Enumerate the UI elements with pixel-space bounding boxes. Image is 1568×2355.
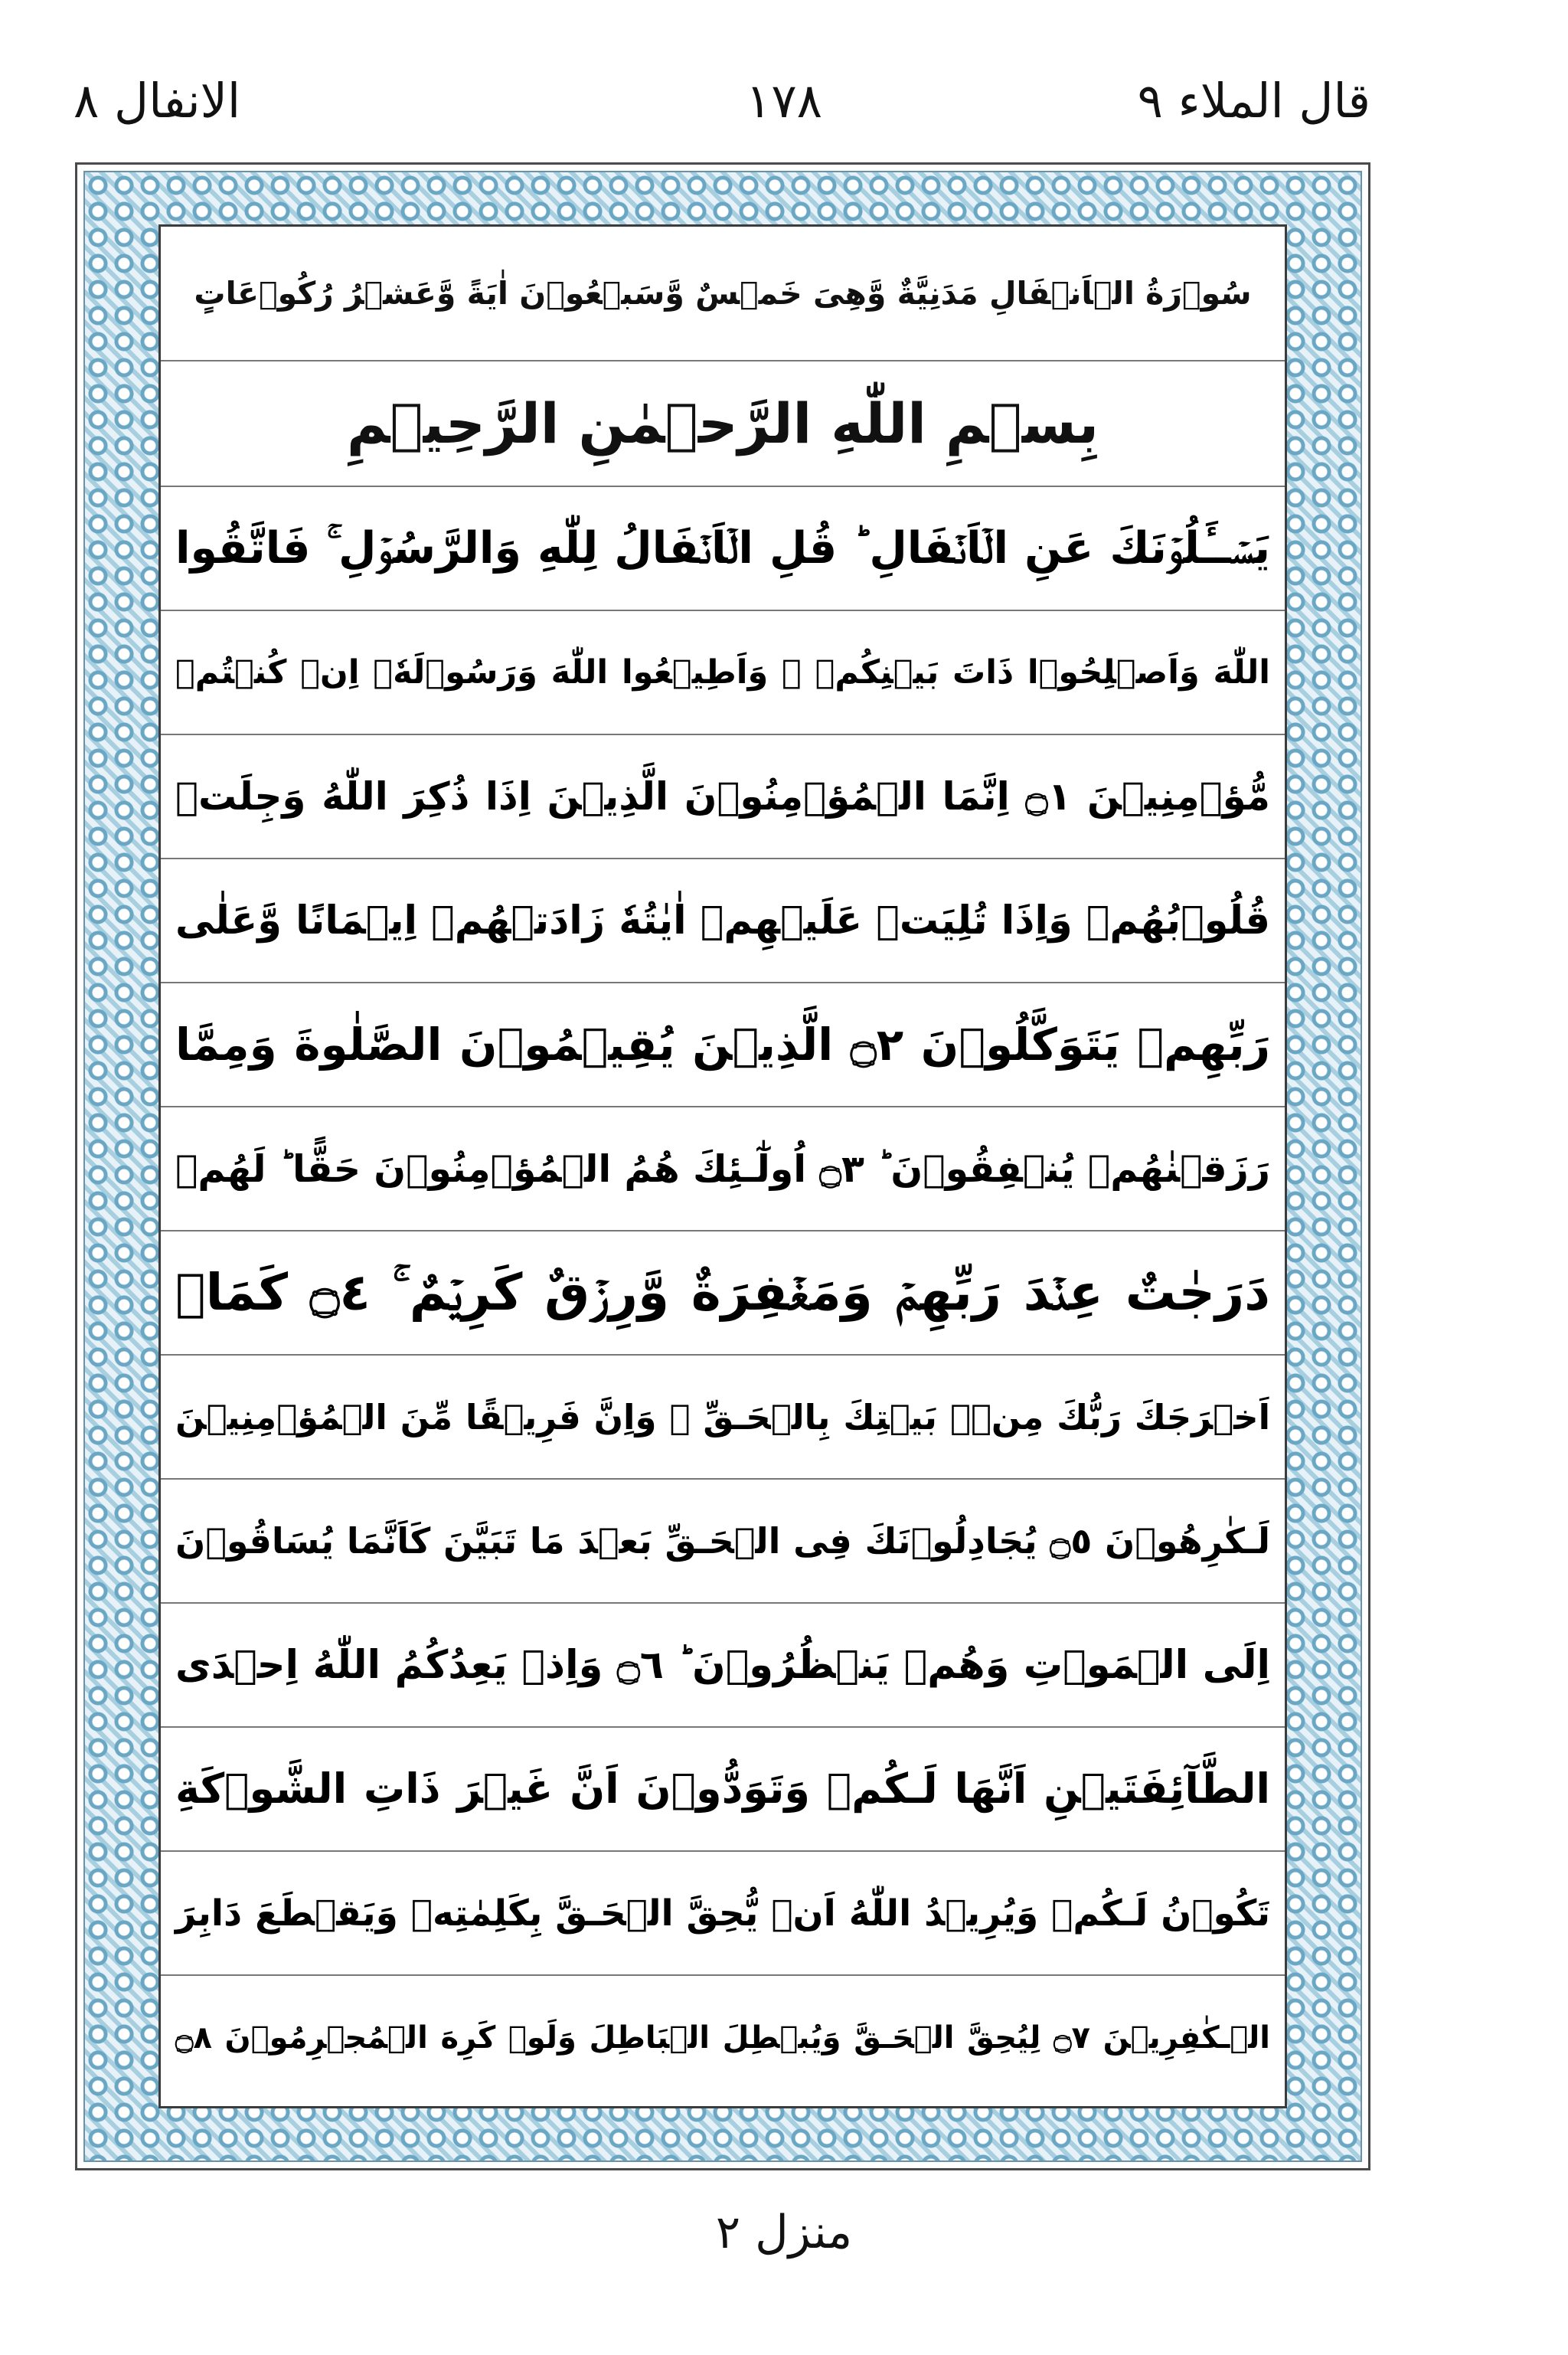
text-panel xyxy=(158,224,1287,2108)
ayah-line-text: الطَّآئِفَتَيۡنِ اَنَّهَا لَـكُمۡ وَتَوَدُّوۡنَ اَنَّ غَيۡرَ ذَاتِ الشَّوۡكَةِ xyxy=(175,1765,1270,1813)
bismillah-row xyxy=(161,361,1285,487)
ayah-line xyxy=(161,611,1285,735)
ayah-line-text: تَكُوۡنُ لَـكُمۡ وَيُرِيۡدُ اللّٰهُ اَنۡ يُّحِقَّ الۡحَـقَّ بِكَلِمٰتِهٖ وَيَقۡطَعَ دَابِرَ xyxy=(175,1892,1270,1935)
decorative-border xyxy=(83,171,1362,2162)
ayah-line-text: رَبِّهِمۡ يَتَوَكَّلُوۡنَ ۝٢ الَّذِيۡنَ يُقِيۡمُوۡنَ الصَّلٰوةَ وَمِمَّا xyxy=(175,1019,1270,1071)
ayah-line-text: اَخۡرَجَكَ رَبُّكَ مِنۡۢ بَيۡتِكَ بِالۡحَـقِّ ۖ وَاِنَّ فَرِيۡقًا مِّنَ الۡمُؤۡمِنِيۡنَ xyxy=(175,1396,1270,1438)
ayah-line xyxy=(161,1231,1285,1356)
ayah-line xyxy=(161,859,1285,983)
ayah-line xyxy=(161,487,1285,611)
ayah-line xyxy=(161,1480,1285,1604)
bismillah: بِسۡمِ اللّٰهِ الرَّحۡمٰنِ الرَّحِيۡمِ xyxy=(346,391,1099,456)
ayah-line-text: رَزَقۡنٰهُمۡ يُنۡفِقُوۡنَ ؕ ۝٣ اُولٰٓـئِكَ هُمُ الۡمُؤۡمِنُوۡنَ حَقًّا ؕ لَهُمۡ xyxy=(175,1146,1270,1191)
surah-name: الانفال ٨ xyxy=(74,73,241,129)
page-number: ١٧٨ xyxy=(746,73,822,129)
juz-name: قال الملاء ٩ xyxy=(1137,73,1370,129)
page-frame xyxy=(75,162,1370,2170)
ayah-line-text: قُلُوۡبُهُمۡ وَاِذَا تُلِيَتۡ عَلَيۡهِمۡ اٰيٰتُهٗ زَادَتۡهُمۡ اِيۡمَانًا وَّعَلٰى xyxy=(175,898,1270,944)
ayah-line xyxy=(161,735,1285,859)
manzil-footer: منزل ٢ xyxy=(715,2206,853,2259)
ayah-line-text: دَرَجٰتٌ عِنۡدَ رَبِّهِمۡ وَمَغۡفِرَةٌ وَّرِزۡقٌ كَرِيۡمٌ ۚ ۝٤ كَمَاۤ xyxy=(175,1263,1270,1322)
page-header xyxy=(0,0,1568,153)
ayah-line xyxy=(161,1356,1285,1480)
ayah-line xyxy=(161,1852,1285,1976)
ayah-line-text: يَسۡــَٔلُوۡنَكَ عَنِ الۡاَنۡفَالِ ؕ قُلِ الۡاَنۡفَالُ لِلّٰهِ وَالرَّسُوۡلِ ۚ فَاتَّقُوا xyxy=(175,522,1270,574)
ayah-line-text: اللّٰهَ وَاَصۡلِحُوۡا ذَاتَ بَيۡنِكُمۡ ۖ وَاَطِيۡعُوا اللّٰهَ وَرَسُوۡلَهٗۤ اِنۡ كُنۡتُمۡ xyxy=(175,653,1270,692)
ayah-line-text: مُّؤۡمِنِيۡنَ ۝١ اِنَّمَا الۡمُؤۡمِنُوۡنَ الَّذِيۡنَ اِذَا ذُكِرَ اللّٰهُ وَجِلَتۡ xyxy=(175,774,1270,819)
ayah-line xyxy=(161,1107,1285,1231)
ayah-line-text: الۡـكٰفِرِيۡنَ ۝٧ لِيُحِقَّ الۡحَـقَّ وَيُبۡطِلَ الۡبَاطِلَ وَلَوۡ كَرِهَ الۡمُجۡرِمُوۡنَ ۝٨ xyxy=(175,2020,1270,2056)
surah-heading-row xyxy=(161,227,1285,361)
ayah-line xyxy=(161,983,1285,1107)
ayah-line xyxy=(161,1604,1285,1728)
ayah-line xyxy=(161,1728,1285,1852)
ayah-line xyxy=(161,1976,1285,2100)
surah-heading: سُوۡرَةُ الۡاَنۡفَالِ مَدَنِيَّةٌ وَّهِىَ خَمۡسٌ وَّسَبۡعُوۡنَ اٰيَةً وَّعَشۡرُ رُكُوۡعَاتٍ xyxy=(194,275,1252,312)
ayah-line-text: اِلَى الۡمَوۡتِ وَهُمۡ يَنۡظُرُوۡنَ ؕ ۝٦ وَاِذۡ يَعِدُكُمُ اللّٰهُ اِحۡدَى xyxy=(175,1642,1270,1688)
ayah-line-text: لَـكٰرِهُوۡنَ ۝٥ يُجَادِلُوۡنَكَ فِى الۡحَـقِّ بَعۡدَ مَا تَبَيَّنَ كَاَنَّمَا يُسَاقُوۡنَ xyxy=(175,1520,1270,1562)
